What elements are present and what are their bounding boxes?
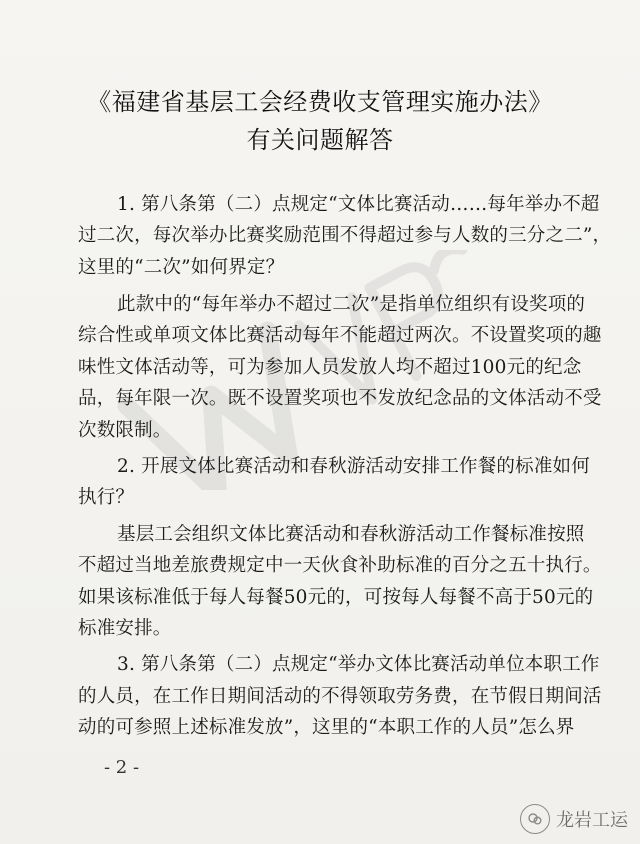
source-stamp-text: 龙岩工运 [556,810,628,830]
body-line: 执行？ [78,487,135,508]
body-line: 动的可参照上述标准发放”，这里的“本职工作的人员”怎么界 [78,717,575,738]
body-line: 1. 第八条第（二）点规定“文体比赛活动……每年举办不超 [117,194,600,215]
body-line: 品，每年限一次。既不设置奖项也不发放纪念品的文体活动不受 [78,388,602,409]
body-line: 2. 开展文体比赛活动和春秋游活动安排工作餐的标准如何 [117,456,590,477]
body-line: 味性文体活动等，可为参加人员发放人均不超过100元的纪念 [78,357,582,378]
source-stamp [520,804,628,834]
body-line: 标准安排。 [78,618,172,639]
body-line: 次数限制。 [78,420,172,441]
wechat-channel-icon [520,804,550,834]
body-line: 的人员，在工作日期间活动的不得领取劳务费，在节假日期间活 [78,686,602,707]
body-line: 如果该标准低于每人每餐50元的，可按每人每餐不高于50元的 [78,587,594,608]
body-line: 过二次，每次举办比赛奖励范围不得超过参与人数的三分之二”， [78,225,612,246]
body-line: 基层工会组织文体比赛活动和春秋游活动工作餐标准按照 [117,524,585,545]
body-line: 3. 第八条第（二）点规定“举办文体比赛活动单位本职工作 [117,654,600,675]
body-line: 不超过当地差旅费规定中一天伙食补助标准的百分之五十执行。 [78,555,602,576]
body-line: 综合性或单项文体比赛活动每年不能超过两次。不设置奖项的趣 [78,325,602,346]
page-number: - 2 - [104,757,140,778]
document-subtitle: 有关问题解答 [246,126,394,154]
document-title: 《福建省基层工会经费收支管理实施办法》 [87,88,553,116]
body-line: 这里的“二次”如何界定？ [78,257,285,278]
body-line: 此款中的“每年举办不超过二次”是指单位组织有设奖项的 [117,294,586,315]
